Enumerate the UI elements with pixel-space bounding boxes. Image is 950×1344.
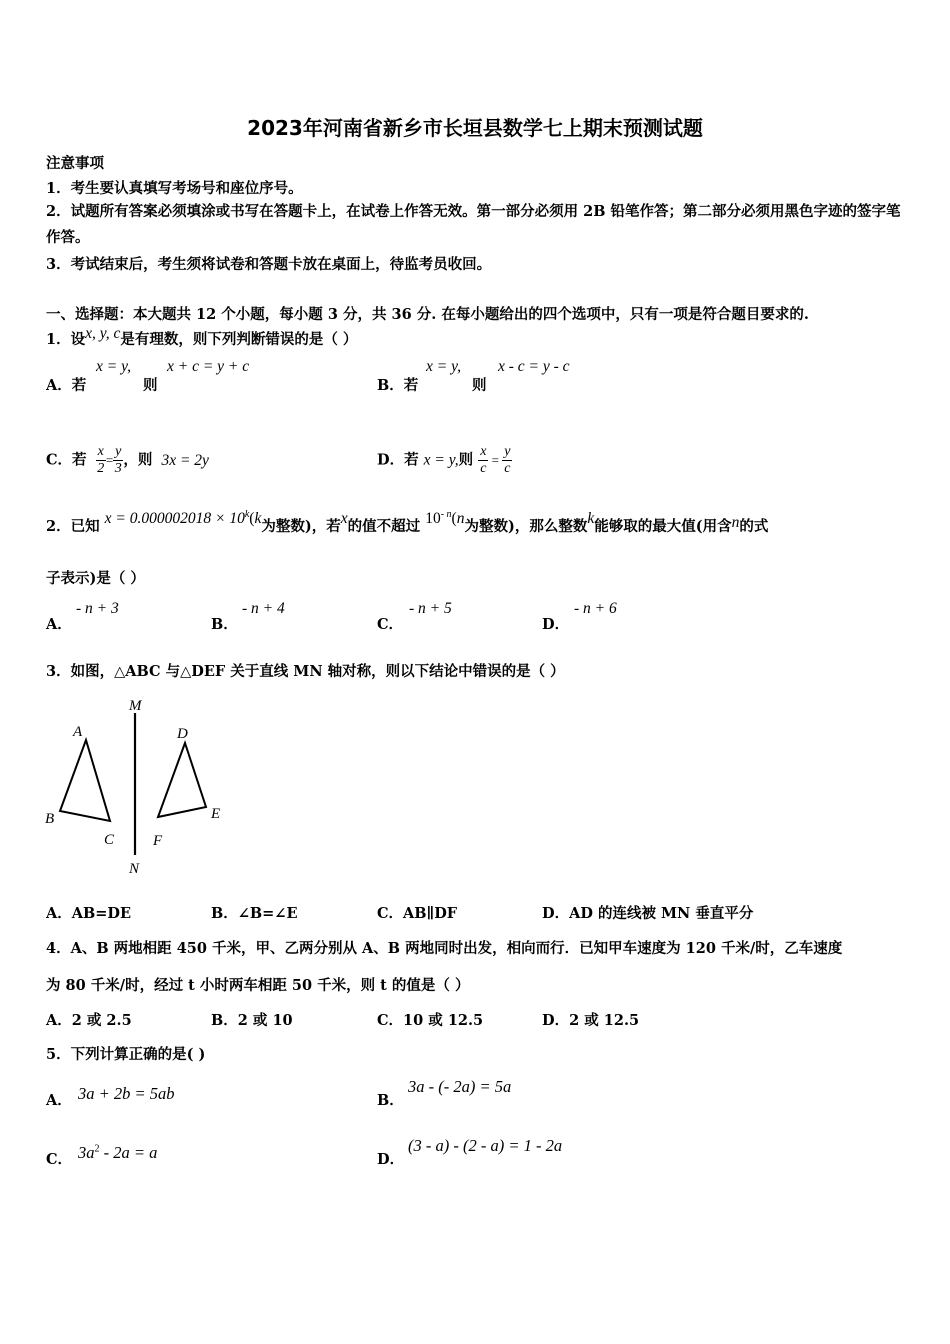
q2-option-a-expr: - n + 3: [76, 600, 119, 617]
notice-item-2: 2．试题所有答案必须填涂或书写在答题卡上，在试卷上作答无效。第一部分必须用 2B 铅笔作答；第二部分必须用黑色字迹的签字笔作答。: [46, 203, 901, 246]
q1-b-label: B．若: [377, 377, 419, 394]
q1-c-label: C．若: [46, 451, 87, 469]
q1-option-c: C．若 $\frac{x}{2}$ = $\frac{y}{3}$ ，则 3x = 2y: [46, 444, 209, 477]
q5-option-d-expr: (3 - a) - (2 - a) = 1 - 2a: [408, 1136, 563, 1155]
q1-c-frac1: $\frac{x}{2}$: [97, 444, 105, 477]
label-b: B: [45, 811, 55, 827]
q3-option-c: C．AB∥DF: [377, 905, 458, 922]
q2-option-b-expr: - n + 4: [242, 600, 285, 617]
q5-option-b-expr: 3a - (- 2a) = 5a: [408, 1077, 512, 1096]
q4-option-c: C．10 或 12.5: [377, 1012, 484, 1029]
q2-var-x: x: [340, 510, 348, 527]
q4-option-d: D．2 或 12.5: [542, 1012, 640, 1029]
page-title: 2023年河南省新乡市长垣县数学七上期末预测试题: [247, 116, 703, 140]
q2-var-n: n: [731, 514, 740, 531]
q1-b-cond: x = y,: [426, 358, 461, 375]
q2-stem-b: 为整数)，若: [261, 518, 341, 535]
q1-a-result: x + c = y + c: [167, 358, 250, 375]
triangle-abc: [60, 740, 110, 821]
q1-stem-b: 是有理数，则下列判断错误的是（ ）: [120, 331, 358, 348]
label-f: F: [153, 833, 163, 849]
label-m: M: [129, 698, 142, 714]
q2-option-d-label: D．: [542, 616, 570, 633]
q2-option-a-label: A．: [46, 616, 72, 633]
q5-option-c-expr: $3a^2 - 2a = a$: [78, 1143, 158, 1162]
q1-a-label: A．若: [46, 377, 87, 394]
q3-option-d: D．AD 的连线被 MN 垂直平分: [542, 905, 754, 922]
q1-c-mid: ，则: [123, 451, 153, 469]
q2-stem-line1: [46, 508, 769, 536]
q2-option-c-label: C．: [377, 616, 404, 633]
q2-stem-a: 2．已知: [46, 518, 100, 535]
q2-option-d-expr: - n + 6: [574, 600, 617, 617]
q2-expr1: $x = 0.000002018 \times 10^k(k$: [104, 508, 262, 527]
q4-line2: 为 80 千米/时，经过 t 小时两车相距 50 千米，则 t 的值是（ ）: [46, 977, 470, 994]
label-c: C: [104, 832, 115, 848]
q1-vars: x, y, c: [85, 325, 121, 342]
q2-expr2: $10^{- n}(n$: [425, 508, 465, 527]
q2-stem-c: 的值不超过: [347, 518, 421, 535]
q5-stem: 5．下列计算正确的是( ): [46, 1046, 206, 1063]
triangle-def: [158, 743, 206, 817]
label-e: E: [211, 806, 221, 822]
q2-stem-line2: 子表示)是（ ）: [46, 570, 145, 587]
q4-option-a: A．2 或 2.5: [46, 1012, 132, 1029]
q2-stem-d: 为整数)，那么整数: [464, 518, 588, 535]
q2-option-b-label: B．: [211, 616, 238, 633]
q5-option-d-label: D．: [377, 1151, 405, 1168]
q4-option-b: B．2 或 10: [211, 1012, 293, 1029]
q1-a-cond: x = y,: [96, 358, 131, 375]
q1-stem: [46, 325, 358, 349]
q1-c-frac2: $\frac{y}{3}$: [114, 444, 122, 477]
label-n: N: [129, 861, 140, 877]
q5-option-a-label: A．: [46, 1092, 72, 1109]
q3-figure: [40, 693, 240, 883]
q5-option-c-label: C．: [46, 1151, 73, 1168]
q1-d-frac1: $\frac{x}{c}$: [480, 444, 487, 477]
q2-var-k: k: [587, 510, 595, 527]
q2-stem-f: 的式: [739, 518, 769, 535]
notice-heading: 注意事项: [46, 155, 104, 172]
q5-option-a-expr: 3a + 2b = 5ab: [78, 1084, 175, 1103]
q3-option-a: A．AB=DE: [46, 905, 132, 922]
q1-stem-a: 1．设: [46, 331, 86, 348]
q3-stem: 3．如图，△ABC 与△DEF 关于直线 MN 轴对称，则以下结论中错误的是（ ）: [46, 663, 565, 680]
q1-d-then: 则: [458, 451, 474, 469]
q5-option-b-label: B．: [377, 1092, 404, 1109]
q2-stem-e: 能够取的最大值(用含: [594, 518, 732, 535]
q1-d-label: D．若: [377, 451, 419, 469]
section-heading: 一、选择题：本大题共 12 个小题，每小题 3 分，共 36 分. 在每小题给出的四个选项中，只有一项是符合题目要求的.: [46, 306, 809, 323]
q1-c-result: 3x = 2y: [161, 451, 209, 469]
q4-line1: 4．A、B 两地相距 450 千米，甲、乙两分别从 A、B 两地同时出发，相向而行．已知甲车速度为 120 千米/时，乙车速度: [46, 940, 843, 957]
q1-d-frac2: $\frac{y}{c}$: [504, 444, 511, 477]
q1-a-then: 则: [143, 377, 158, 394]
q1-option-a: [46, 374, 86, 395]
notice-item-3: 3．考试结束后，考生须将试卷和答题卡放在桌面上，待监考员收回。: [46, 256, 492, 273]
q1-b-result: x - c = y - c: [498, 358, 570, 375]
q2-option-c-expr: - n + 5: [409, 600, 452, 617]
q3-option-b: B．∠B=∠E: [211, 905, 298, 922]
label-d: D: [177, 726, 188, 742]
label-a: A: [73, 724, 83, 740]
notice-item-1: 1．考生要认真填写考场号和座位序号。: [46, 180, 303, 197]
q1-d-cond: x = y,: [423, 451, 459, 469]
q1-option-d: D．若 x = y,则 $\frac{x}{c}$ = $\frac{y}{c}$: [377, 444, 511, 477]
q1-b-then: 则: [472, 377, 487, 394]
